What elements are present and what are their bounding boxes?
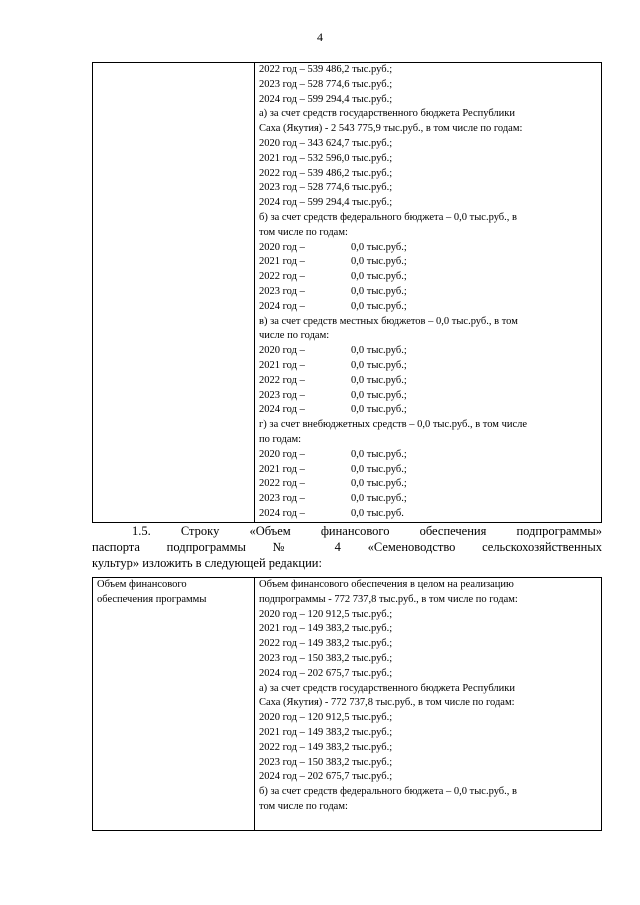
text-line: 2022 год – 149 383,2 тыс.руб.; bbox=[259, 741, 393, 753]
year-label: 2021 год – bbox=[259, 359, 305, 371]
text-line: по годам: bbox=[259, 433, 302, 445]
text-line bbox=[259, 389, 597, 404]
text-line bbox=[259, 359, 597, 374]
text-line: том числе по годам: bbox=[259, 226, 348, 238]
text-line: 2022 год – 149 383,2 тыс.руб.; bbox=[259, 638, 393, 650]
year-label: 2023 год – bbox=[259, 285, 305, 297]
amount-value: 0,0 тыс.руб.; bbox=[351, 463, 407, 475]
text-line: 2024 год – 599 294,4 тыс.руб.; bbox=[259, 197, 393, 209]
text-line bbox=[259, 300, 597, 315]
table-value-cell bbox=[255, 578, 602, 831]
text-line: 2021 год – 149 383,2 тыс.руб.; bbox=[259, 623, 393, 635]
label-line: Объем финансового bbox=[97, 579, 187, 590]
table-row bbox=[93, 63, 602, 523]
year-label: 2020 год – bbox=[259, 345, 305, 357]
text-line: 2020 год – 120 912,5 тыс.руб.; bbox=[259, 608, 393, 620]
text-line: 2021 год – 149 383,2 тыс.руб.; bbox=[259, 726, 393, 738]
text-line bbox=[259, 344, 597, 359]
amount-value: 0,0 тыс.руб.; bbox=[351, 345, 407, 357]
text-line: 2022 год – 539 486,2 тыс.руб.; bbox=[259, 64, 393, 75]
text-line: 2023 год – 150 383,2 тыс.руб.; bbox=[259, 652, 393, 664]
text-line: г) за счет внебюджетных средств – 0,0 тыс.руб., в том числе bbox=[259, 419, 528, 431]
text-line: Саха (Якутия) - 772 737,8 тыс.руб., в том числе по годам: bbox=[259, 697, 515, 709]
text-line bbox=[259, 507, 597, 522]
year-label: 2020 год – bbox=[259, 448, 305, 460]
amount-value: 0,0 тыс.руб.; bbox=[351, 478, 407, 490]
text-line bbox=[259, 255, 597, 270]
text-line bbox=[259, 448, 597, 463]
text-line: 2023 год – 528 774,6 тыс.руб.; bbox=[259, 182, 393, 194]
funding-table-continued bbox=[92, 62, 602, 523]
amount-value: 0,0 тыс.руб.; bbox=[351, 285, 407, 297]
text-line: том числе по годам: bbox=[259, 800, 348, 812]
text-line bbox=[259, 285, 597, 300]
amount-value: 0,0 тыс.руб.; bbox=[351, 359, 407, 371]
amount-value: 0,0 тыс.руб.; bbox=[351, 389, 407, 401]
amount-value: 0,0 тыс.руб. bbox=[351, 507, 404, 519]
text-line bbox=[259, 492, 597, 507]
text-line: 2021 год – 532 596,0 тыс.руб.; bbox=[259, 152, 393, 164]
table-label-cell bbox=[93, 578, 255, 831]
year-label: 2020 год – bbox=[259, 241, 305, 253]
amount-value: 0,0 тыс.руб.; bbox=[351, 256, 407, 268]
text-line bbox=[259, 270, 597, 285]
year-label: 2021 год – bbox=[259, 463, 305, 475]
text-line: а) за счет средств государственного бюджета Республики bbox=[259, 682, 516, 694]
text-line: б) за счет средств федерального бюджета – 0,0 тыс.руб., в bbox=[259, 786, 517, 798]
year-label: 2024 год – bbox=[259, 300, 305, 312]
table-value-cell bbox=[255, 63, 602, 523]
paragraph-line: 1.5. Строку «Объем финансового обеспечения подпрограммы» bbox=[132, 524, 602, 538]
table-row bbox=[93, 578, 602, 831]
year-label: 2022 год – bbox=[259, 478, 305, 490]
amount-value: 0,0 тыс.руб.; bbox=[351, 493, 407, 505]
text-line: б) за счет средств федерального бюджета – 0,0 тыс.руб., в bbox=[259, 211, 517, 223]
text-line: подпрограммы - 772 737,8 тыс.руб., в том числе по годам: bbox=[259, 593, 518, 605]
amount-value: 0,0 тыс.руб.; bbox=[351, 404, 407, 416]
paragraph-line: паспорта подпрограммы № 4 «Семеноводство сельскохозяйственных bbox=[92, 540, 602, 555]
text-line bbox=[259, 477, 597, 492]
paragraph-line: культур» изложить в следующей редакции: bbox=[92, 556, 322, 571]
amount-value: 0,0 тыс.руб.; bbox=[351, 448, 407, 460]
text-line: в) за счет средств местных бюджетов – 0,0 тыс.руб., в том bbox=[259, 315, 518, 327]
year-label: 2023 год – bbox=[259, 493, 305, 505]
funding-table-new bbox=[92, 577, 602, 831]
amount-value: 0,0 тыс.руб.; bbox=[351, 374, 407, 386]
text-line bbox=[259, 403, 597, 418]
text-line: 2024 год – 202 675,7 тыс.руб.; bbox=[259, 667, 393, 679]
text-line: Объем финансового обеспечения в целом на реализацию bbox=[259, 579, 514, 590]
text-line: 2020 год – 120 912,5 тыс.руб.; bbox=[259, 712, 393, 724]
year-label: 2024 год – bbox=[259, 404, 305, 416]
amount-value: 0,0 тыс.руб.; bbox=[351, 271, 407, 283]
text-line bbox=[259, 374, 597, 389]
text-line: Саха (Якутия) - 2 543 775,9 тыс.руб., в том числе по годам: bbox=[259, 123, 523, 135]
text-line bbox=[259, 463, 597, 478]
text-line: 2023 год – 150 383,2 тыс.руб.; bbox=[259, 756, 393, 768]
year-label: 2021 год – bbox=[259, 256, 305, 268]
amendment-paragraph bbox=[92, 523, 602, 572]
text-line: 2023 год – 528 774,6 тыс.руб.; bbox=[259, 78, 393, 90]
text-line: 2022 год – 539 486,2 тыс.руб.; bbox=[259, 167, 393, 179]
year-label: 2022 год – bbox=[259, 374, 305, 386]
text-line: 2024 год – 202 675,7 тыс.руб.; bbox=[259, 771, 393, 783]
amount-value: 0,0 тыс.руб.; bbox=[351, 241, 407, 253]
year-label: 2024 год – bbox=[259, 507, 305, 519]
text-line: числе по годам: bbox=[259, 330, 330, 342]
year-label: 2022 год – bbox=[259, 271, 305, 283]
text-line: а) за счет средств государственного бюджета Республики bbox=[259, 108, 516, 120]
label-line: обеспечения программы bbox=[97, 593, 207, 605]
text-line: 2020 год – 343 624,7 тыс.руб.; bbox=[259, 137, 393, 149]
year-label: 2023 год – bbox=[259, 389, 305, 401]
table-label-cell bbox=[93, 63, 255, 523]
amount-value: 0,0 тыс.руб.; bbox=[351, 300, 407, 312]
page-number: 4 bbox=[317, 30, 323, 44]
text-line: 2024 год – 599 294,4 тыс.руб.; bbox=[259, 93, 393, 105]
text-line bbox=[259, 241, 597, 256]
